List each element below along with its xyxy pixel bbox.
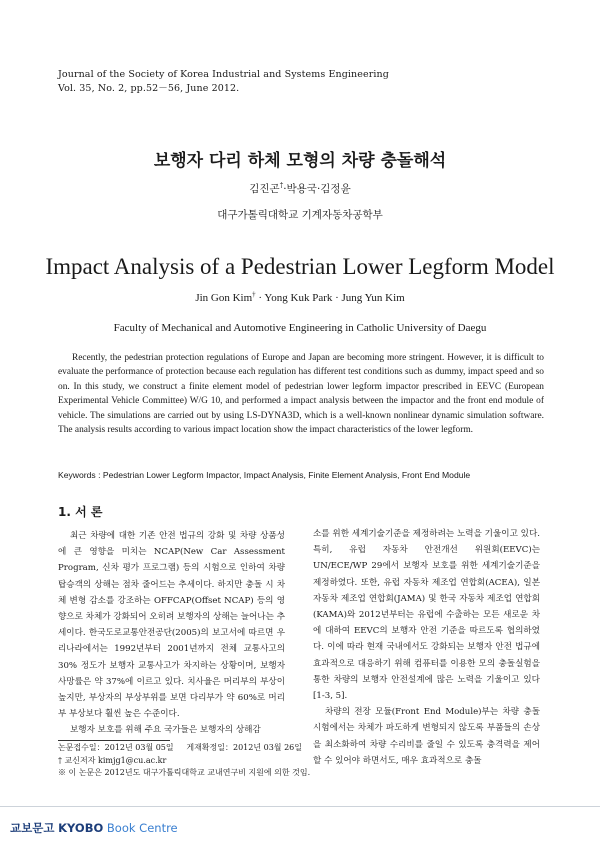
paragraph: 보행자 보호를 위해 주요 국가들은 보행자의 상해감: [70, 725, 261, 736]
korean-title: 보행자 다리 하체 모형의 차량 충돌해석: [153, 151, 447, 171]
section-heading: 1. 서 론: [58, 505, 103, 519]
keywords: [58, 469, 548, 482]
english-authors: [0, 292, 600, 304]
body-column-left: [58, 528, 285, 739]
footnote-dates: [58, 742, 310, 755]
received-date: 논문접수일：2012년 03월 05일: [58, 743, 174, 752]
korean-authors: [0, 181, 600, 196]
paragraph: 차량의 전장 모듈(Front End Module)부는 차량 충돌 시험에서는 차체가 파도하게 변형되지 않도록 부품들의 손상을 최소화하여 차량 수리비를 줄일 수 있도록 충격력을 제어할 수 있어야 하면서도, 매우 효과적으로 충돌: [313, 707, 540, 766]
banner-divider: [0, 806, 600, 807]
journal-header: [58, 68, 389, 96]
accepted-date: 게재확정일：2012년 03월 26일: [186, 743, 302, 752]
corresponding-mark: †: [279, 181, 284, 190]
kyobo-logo-tail: Book Centre: [106, 821, 178, 835]
korean-first-author: 김진곤: [249, 183, 280, 195]
keywords-text: : Pedestrian Lower Legform Impactor, Impact Analysis, Finite Element Analysis, Front End Module: [95, 470, 471, 480]
body-column-right: [313, 526, 540, 769]
footnote-divider: [58, 740, 170, 741]
journal-issue: Vol. 35, No. 2, pp.52－56, June 2012.: [58, 83, 240, 94]
kyobo-logo-korean: 교보문고: [10, 821, 55, 835]
kyobo-logo-english: KYOBO: [58, 821, 104, 835]
abstract: Recently, the pedestrian protection regulations of Europe and Japan are becoming more stringent. However, it is difficult to evaluate the performance of protection because each regulation has different test conditions such as dummy, impact speed and so on. In this study, we construct a finite element model of pedestrian lower legform impactor prescribed in EEVC (European Experimental Vehicle Committee) W/G 10, and performed a impact analysis between the impactor and the front end module of vehicle. The simulations are carried out by using LS-DYNA3D, which is a well-known nonlinear dynamic simulation software. The analysis results according to various impact location show the impact characteristics of the lower legform.: [58, 353, 544, 436]
korean-affiliation: 대구가톨릭대학교 기계자동차공학부: [217, 209, 383, 221]
english-coauthors: · Yong Kuk Park · Jung Yun Kim: [255, 292, 405, 304]
funding-note: ※ 이 논문은 2012년도 대구가톨릭대학교 교내연구비 지원에 의한 것임.: [58, 768, 311, 777]
kyobo-logo[interactable]: [10, 820, 178, 836]
footnotes: [58, 742, 310, 780]
kyobo-banner: [0, 806, 600, 848]
english-first-author: Jin Gon Kim: [195, 292, 253, 304]
corresponding-author-note: † 교신저자 kimjg1@cu.ac.kr: [58, 755, 167, 765]
paragraph: 소를 위한 세계기술기준을 제정하려는 노력을 기울이고 있다. 특히, 유럽 자동차 안전개선 위원회(EEVC)는 UN/ECE/WP 29에서 보행자 보호를 위한 세계기술기준을 제정하였다. 또한, 유럽 자동차 제조업 연합회(ACEA), 일본 자동차 제조업 연합회(JAMA) 및 한국 자동차 제조업 연합회(KAMA)와 2012년부터는 유럽에 수출하는 모든 새로운 차에 대하여 EEVC의 보행자 안전 기준을 따르도록 협의하였다. 이에 따라 현재 국내에서도 강화되는 보행자 안전 법규에 효과적으로 대응하기 위해 컴퓨터를 이용한 모의 충돌실험을 통한 차량의 보행자 안전설계에 많은 노력을 기울이고 있다[1-3, 5].: [313, 529, 540, 702]
journal-name: Journal of the Society of Korea Industrial and Systems Engineering: [58, 69, 389, 80]
english-affiliation: Faculty of Mechanical and Automotive Engineering in Catholic University of Daegu: [113, 322, 487, 334]
english-title: Impact Analysis of a Pedestrian Lower Legform Model: [45, 254, 555, 279]
corresponding-mark: †: [252, 290, 256, 299]
keywords-label: Keywords: [58, 470, 96, 480]
paragraph: 최근 차량에 대한 기존 안전 법규의 강화 및 차량 상품성에 큰 영향을 미치는 NCAP(New Car Assessment Program, 신차 평가 프로그램) 등의 시험으로 인하여 차량 탑승객의 상해는 점차 줄어드는 추세이다. 하지만 충돌 시 차체 변형 감소를 강조하는 OFFCAP(Offset NCAP) 등의 영향으로 차체가 강화되어 오히려 보행자의 상해는 늘어나는 추세이다. 한국도로교통안전공단(2005)의 보고서에 따르면 우리나라에서는 1992년부터 2001년까지 전체 교통사고의 30% 정도가 보행자 교통사고가 차지하는 상황이며, 보행자 사망률은 약 37%에 이르고 있다. 치사율은 머리부의 부상이 높지만, 부상자의 부상부위를 보면 다리부가 약 60%로 머리부 부상보다 훨씬 높은 수준이다.: [58, 531, 285, 720]
korean-coauthors: ·박용국·김정윤: [283, 183, 351, 195]
